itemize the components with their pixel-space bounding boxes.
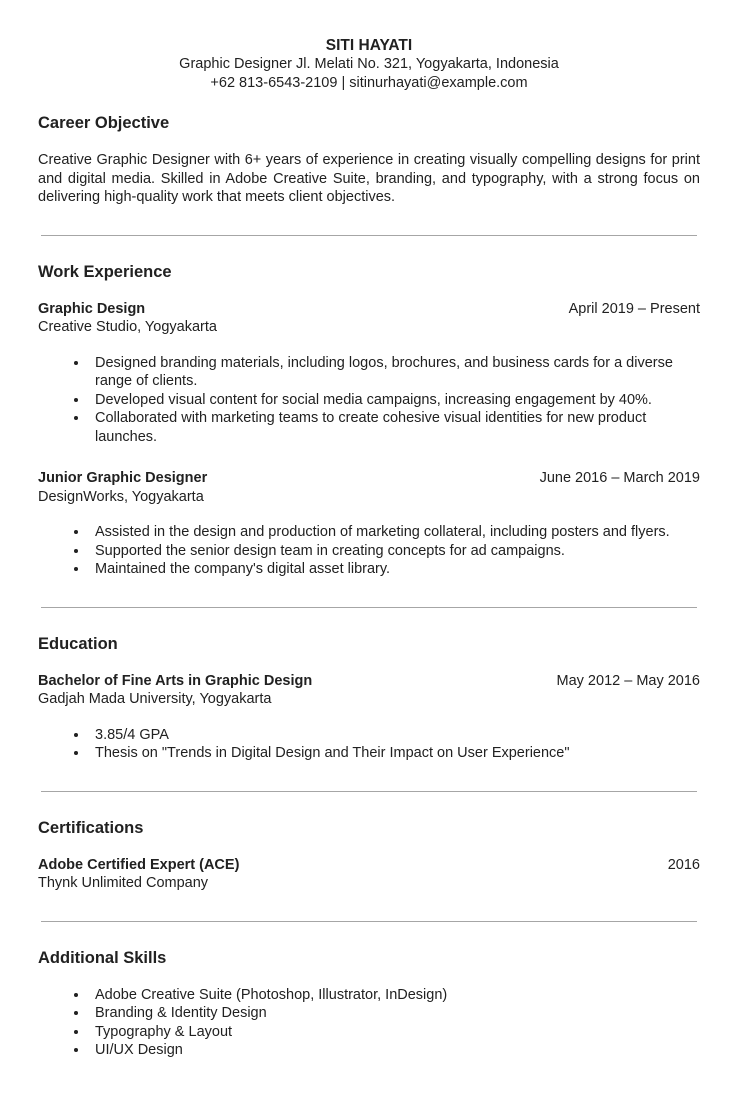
education-dates: May 2012 – May 2016 — [556, 672, 700, 689]
certifications-title: Certifications — [38, 818, 144, 837]
job-bullet-list — [38, 523, 700, 579]
bullet-item: • Maintained the company's digital asset library. — [89, 560, 700, 579]
section-work-experience — [38, 262, 700, 579]
bullet-item: • Adobe Creative Suite (Photoshop, Illustrator, InDesign) — [89, 986, 700, 1005]
candidate-name: SITI HAYATI — [325, 37, 413, 54]
certification-issuer: Thynk Unlimited Company — [38, 875, 209, 891]
bullet-item: • Assisted in the design and production of marketing collateral, including posters and flyers. — [89, 523, 700, 542]
bullet-item: • UI/UX Design — [89, 1041, 700, 1060]
bullet-item: • Branding & Identity Design — [89, 1004, 700, 1023]
bullet-item: • Thesis on "Trends in Digital Design and Their Impact on User Experience" — [89, 744, 700, 763]
certification-entry-head — [38, 856, 700, 875]
job-title: Graphic Design — [38, 300, 146, 317]
section-divider — [41, 607, 697, 608]
resume-header — [38, 36, 700, 92]
additional-skills-title: Additional Skills — [38, 948, 167, 967]
job-entry-head — [38, 300, 700, 319]
certification-year: 2016 — [667, 856, 700, 873]
job-entry — [38, 469, 700, 579]
bullet-item: • Collaborated with marketing teams to create cohesive visual identities for new product launches. — [89, 409, 700, 446]
section-certifications — [38, 818, 700, 893]
bullet-item: • Typography & Layout — [89, 1023, 700, 1042]
section-additional-skills — [38, 948, 700, 1060]
section-divider — [41, 791, 697, 792]
job-dates: April 2019 – Present — [568, 300, 700, 317]
section-divider — [41, 235, 697, 236]
education-school: Gadjah Mada University, Yogyakarta — [38, 691, 272, 707]
contact-line-phone-email: +62 813-6543-2109 | sitinurhayati@example.com — [210, 74, 528, 91]
job-company: Creative Studio, Yogyakarta — [38, 319, 217, 335]
job-bullet-list — [38, 354, 700, 447]
contact-line-title-address: Graphic Designer Jl. Melati No. 321, Yogyakarta, Indonesia — [179, 56, 559, 72]
section-divider — [41, 921, 697, 922]
section-education — [38, 634, 700, 763]
job-title: Junior Graphic Designer — [38, 470, 208, 486]
career-objective-text: Creative Graphic Designer with 6+ years of experience in creating visually compelling designs for print and digital media. Skilled in Adobe Creative Suite, branding, and typography, with a strong focus on delivering high-quality work that meets client objectives. — [38, 152, 700, 205]
bullet-item: • Supported the senior design team in creating concepts for ad campaigns. — [89, 542, 700, 561]
education-entry-head — [38, 672, 700, 691]
skills-bullet-list — [38, 986, 700, 1060]
bullet-item: • 3.85/4 GPA — [89, 726, 700, 745]
certification-name: Adobe Certified Expert (ACE) — [38, 856, 240, 873]
work-experience-title: Work Experience — [38, 262, 172, 281]
bullet-item: • Designed branding materials, including logos, brochures, and business cards for a diverse range of clients. — [89, 354, 700, 391]
section-career-objective — [38, 113, 700, 207]
job-dates: June 2016 – March 2019 — [539, 470, 700, 486]
job-company: DesignWorks, Yogyakarta — [38, 488, 204, 505]
career-objective-title: Career Objective — [38, 114, 170, 132]
degree-title: Bachelor of Fine Arts in Graphic Design — [38, 672, 313, 689]
education-bullet-list — [38, 726, 700, 763]
job-entry-head — [38, 469, 700, 488]
job-entry — [38, 300, 700, 447]
bullet-item: • Developed visual content for social media campaigns, increasing engagement by 40%. — [89, 391, 700, 410]
education-title: Education — [38, 634, 118, 653]
